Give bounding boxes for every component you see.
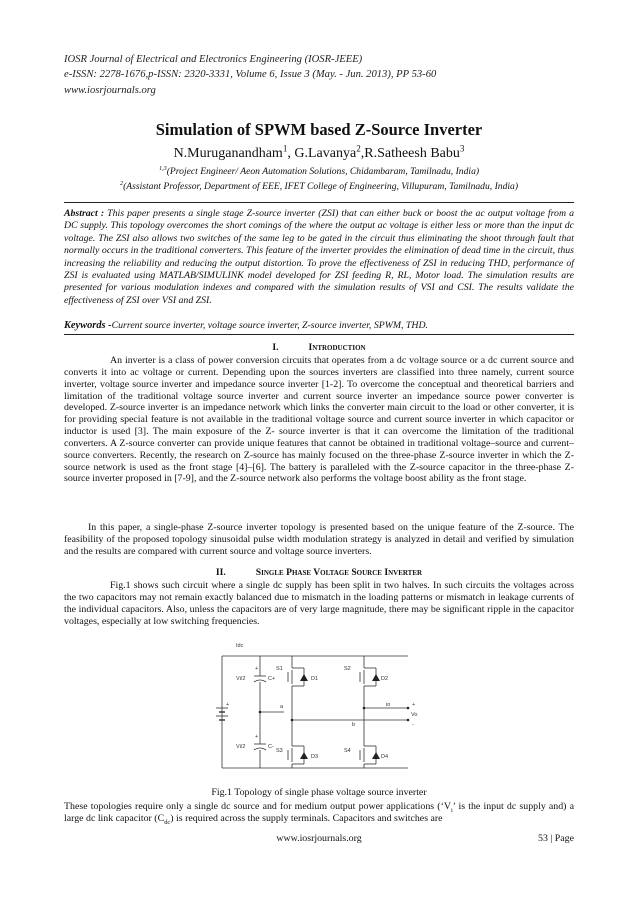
vi-text-2: ’ is the input dc supply and) a large dc link capacitor (C [64,801,574,824]
section-2-paragraph-1: Fig.1 shows such circuit where a single dc supply has been split in two halves. In such circuits the voltages across the two capacitors may not remain exactly balanced due to mismatch in the loading patterns or mismatch in leakage currents of the individual capacitors. Also, unless the capacitors are of very large magnitude, there may be significant ripple in the capacitor voltages, especially at low switching frequencies. [64,580,574,627]
label-c-minus: C- [268,744,274,750]
label-vi2-top: Vi/2 [236,676,246,682]
vi-text-1: These topologies require only a single dc source and for medium output power applications (‘V [64,801,451,812]
section-2-number: II. [215,567,226,578]
abstract-bottom-rule [64,334,574,335]
label-idc: Idc [236,643,244,649]
label-output-plus: + [412,702,416,708]
label-vo: Vo [411,712,418,718]
author-3-sup: 3 [459,143,465,154]
label-node-a: a [280,704,284,710]
section-1-heading [0,342,638,353]
section-2-paragraph-2 [64,801,574,825]
figure-caption: Fig.1 Topology of single phase voltage source inverter [211,787,427,798]
section-2-heading [0,567,638,578]
abstract-text: This paper presents a single stage Z-source inverter (ZSI) that can either buck or boost the ac output voltage from a DC supply. This topology overcomes the short comings of the where the output ac voltage is either less or more than the input dc voltage. The ZSI also allows two switches of the same leg to be gated in the circuit thus eliminating the shoot through fault that normally occurs in the traditional converters. This feature of the inverter provides the elimination of dead time in the circuit, thus increasing the reliability and reducing the output distortion. To prove the effectiveness of ZSI in reducing THD, performance of ZSI is evaluated using MATLAB/SIMULINK model developed for ZSI feeding R, RL, Motor load. The simulation results are presented for various modulation indexes and compared with the simulation results of VSI and CSI. The results validate the effectiveness of ZSI over VSI and ZSI. [64,208,574,306]
keywords-text: Current source inverter, voltage source inverter, Z-source inverter, SPWM, THD. [111,320,428,331]
label-cap2-plus: + [255,734,259,740]
author-list [0,143,638,162]
keywords-label: Keywords - [64,320,112,331]
vi-text-3: ) is required across the supply terminals. Capacitors and switches are [170,812,443,824]
label-output-minus: - [412,722,414,728]
paper-title: Simulation of SPWM based Z-Source Inverter [155,120,483,139]
section-1-number: I. [272,342,279,353]
footer-url: www.iosrjournals.org [276,833,362,844]
label-s3: S3 [276,748,283,754]
abstract [64,208,574,307]
abstract-label: Abstract : [64,208,105,219]
label-c-plus: C+ [268,676,276,682]
label-s1: S1 [276,666,283,672]
vi-subscript: i [451,806,453,814]
affiliation-1-sup: 1,3 [158,164,167,172]
label-source-plus: + [226,702,230,708]
journal-header [64,52,574,98]
journal-issn: e-ISSN: 2278-1676,p-ISSN: 2320-3331, Volume 6, Issue 3 (May. - Jun. 2013), PP 53-60 [64,69,437,81]
affiliation-2 [0,181,638,192]
section-1-title: Introduction [308,342,366,353]
affiliation-2-text: (Assistant Professor, Department of EEE, IFET College of Engineering, Villupuram, Tamilnadu, India) [123,181,519,192]
affiliation-2-sup: 2 [119,179,124,187]
abstract-top-rule [64,202,574,203]
label-node-b: b [352,722,356,728]
author-1: N.Muruganandham [173,146,283,161]
label-io: io [386,702,391,708]
label-d3: D3 [311,754,319,760]
author-1-sup: 1 [282,143,288,154]
label-vi2-bottom: Vi/2 [236,744,246,750]
author-2-sup: 2 [356,143,361,154]
intro-paragraph-1: An inverter is a class of power conversion circuits that operates from a dc voltage source or a dc current source and converts it into ac voltage or current. Depending upon the sources inverters are classified into three namely, current source inverter, voltage source inverter and impedance source inverter [1-2]. To overcome the conceptual and theoretical barriers and limitation of the traditional voltage source inverter and current source inverter an impedance source power converter is developed. Z-source inverter is an impedance network which links the converter main circuit to the load or other converter, it is for providing special feature is not available in the traditional voltage source and current source inverter in which capacitor or inductor is used [3]. The main exposure of the Z- source inverter is that it can overcome the limitation of the traditional converters. A Z-source converter can provide unique features that cannot be obtained in traditional voltage–source and current–source converters. Recently, the research on Z-source has mainly focused on the three-phase Z-source inverter in which the Z-source network is used as the front stage [4]–[6]. The battery is paralleled with the Z-source capacitor in the three-phase Z-source inverter proposed in [7-9], and the Z-source network also performs the voltage boost ability as the front stage. [64,355,574,485]
vsi-circuit-figure [214,636,424,778]
section-2-title: Single Phase Voltage Source Inverter [255,567,423,578]
label-d4: D4 [381,754,389,760]
affiliation-1-text: (Project Engineer/ Aeon Automation Solutions, Chidambaram, Tamilnadu, India) [166,166,480,177]
label-s4: S4 [344,748,351,754]
footer-page-number: 53 | Page [538,833,574,844]
affiliation-1 [0,166,638,177]
journal-name: IOSR Journal of Electrical and Electronics Engineering (IOSR-JEEE) [64,54,363,65]
keywords [64,320,574,331]
label-d2: D2 [381,676,389,682]
author-2: , G.Lavanya [287,146,357,161]
label-d1: D1 [311,676,319,682]
cdc-subscript: dc [164,818,171,826]
author-3: ,R.Satheesh Babu [360,146,460,161]
intro-paragraph-2: In this paper, a single-phase Z-source inverter topology is presented based on the unique feature of the Z-source. The feasibility of the proposed topology sinusoidal pulse width modulation strategy is analyzed in detail and verified by simulation and the results are compared with current source and voltage source inverters. [64,522,574,557]
label-s2: S2 [344,666,351,672]
label-cap1-plus: + [255,666,259,672]
journal-url: www.iosrjournals.org [64,84,156,96]
